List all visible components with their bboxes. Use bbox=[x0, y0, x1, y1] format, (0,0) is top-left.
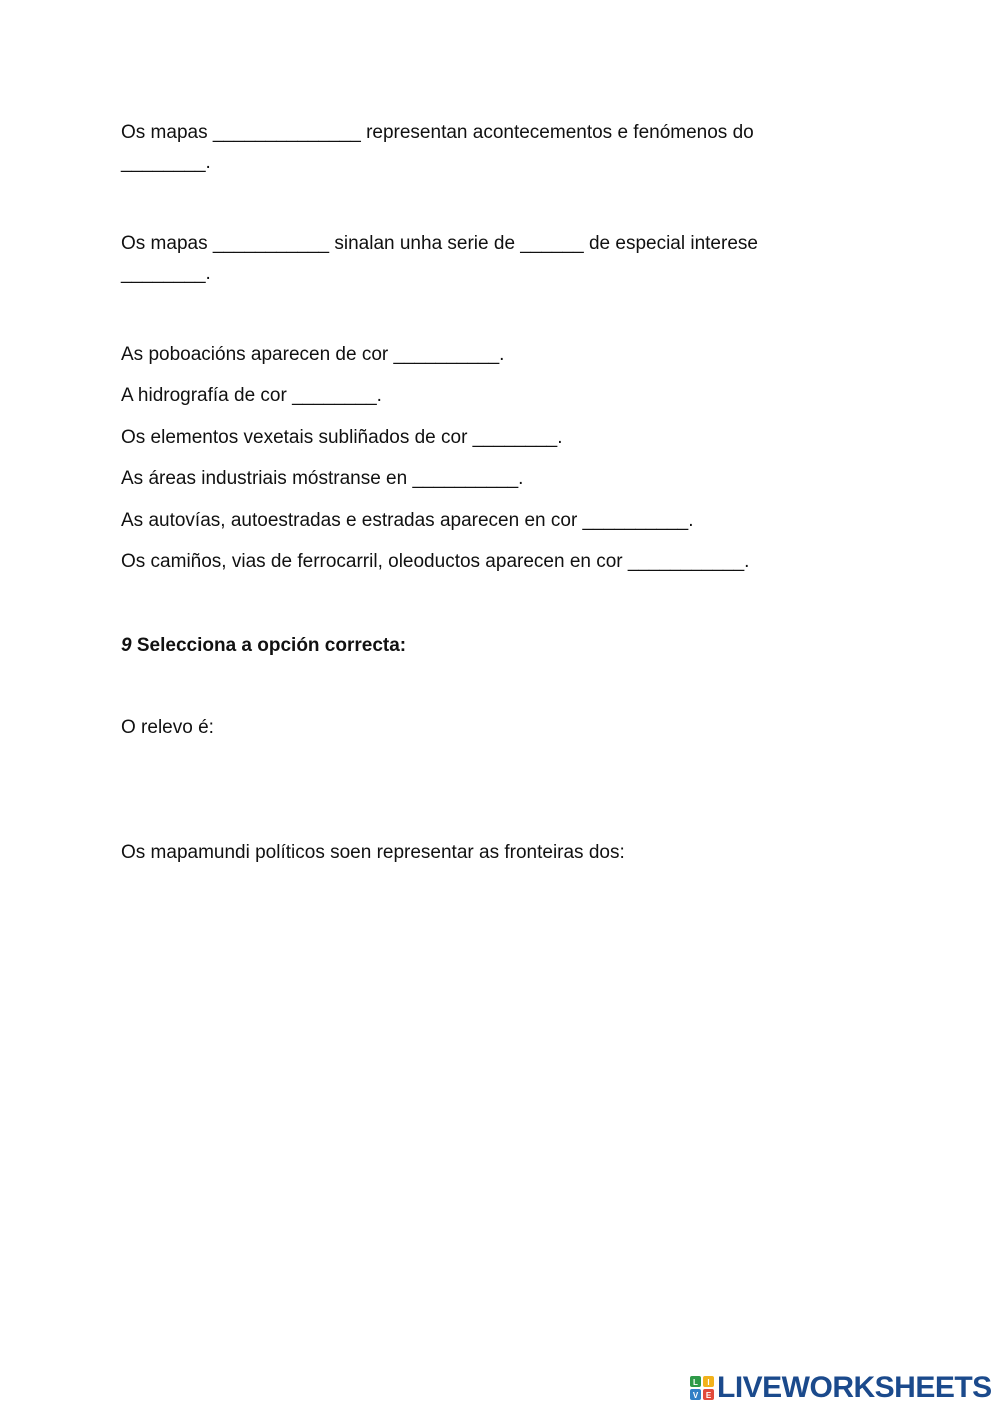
question-political-maps: Os mapamundi políticos soen representar as fronteiras dos: bbox=[121, 842, 625, 863]
logo-wordmark: LIVEWORKSHEETS bbox=[717, 1371, 992, 1404]
sentence-signal-maps-line1: Os mapas ___________ sinalan unha serie de ______ de especial interese bbox=[121, 233, 758, 254]
question-relief: O relevo é: bbox=[121, 717, 214, 738]
sentence-railways-color: Os camiños, vias de ferrocarril, oleoductos aparecen en cor ___________. bbox=[121, 551, 750, 572]
liveworksheets-logo-icon bbox=[689, 1375, 715, 1401]
question-title: Selecciona a opción correcta: bbox=[131, 635, 407, 656]
question-number: 9 bbox=[121, 635, 132, 656]
svg-text:E: E bbox=[705, 1391, 712, 1400]
sentence-roads-color: As autovías, autoestradas e estradas aparecen en cor __________. bbox=[121, 510, 694, 531]
svg-text:L: L bbox=[693, 1378, 698, 1387]
question-9-heading bbox=[121, 635, 406, 657]
sentence-industrial-areas: As áreas industriais móstranse en __________. bbox=[121, 468, 524, 489]
sentence-thematic-maps-line1: Os mapas ______________ representan acontecementos e fenómenos do bbox=[121, 122, 754, 143]
svg-text:I: I bbox=[707, 1378, 710, 1387]
sentence-thematic-maps-line2: ________. bbox=[121, 152, 211, 173]
svg-text:V: V bbox=[692, 1391, 699, 1400]
sentence-hydrography-color: A hidrografía de cor ________. bbox=[121, 385, 382, 406]
sentence-signal-maps-line2: ________. bbox=[121, 263, 211, 284]
liveworksheets-logo bbox=[689, 1372, 992, 1404]
sentence-populations-color: As poboacións aparecen de cor __________. bbox=[121, 344, 505, 365]
sentence-vegetation-color: Os elementos vexetais subliñados de cor ________. bbox=[121, 427, 563, 448]
